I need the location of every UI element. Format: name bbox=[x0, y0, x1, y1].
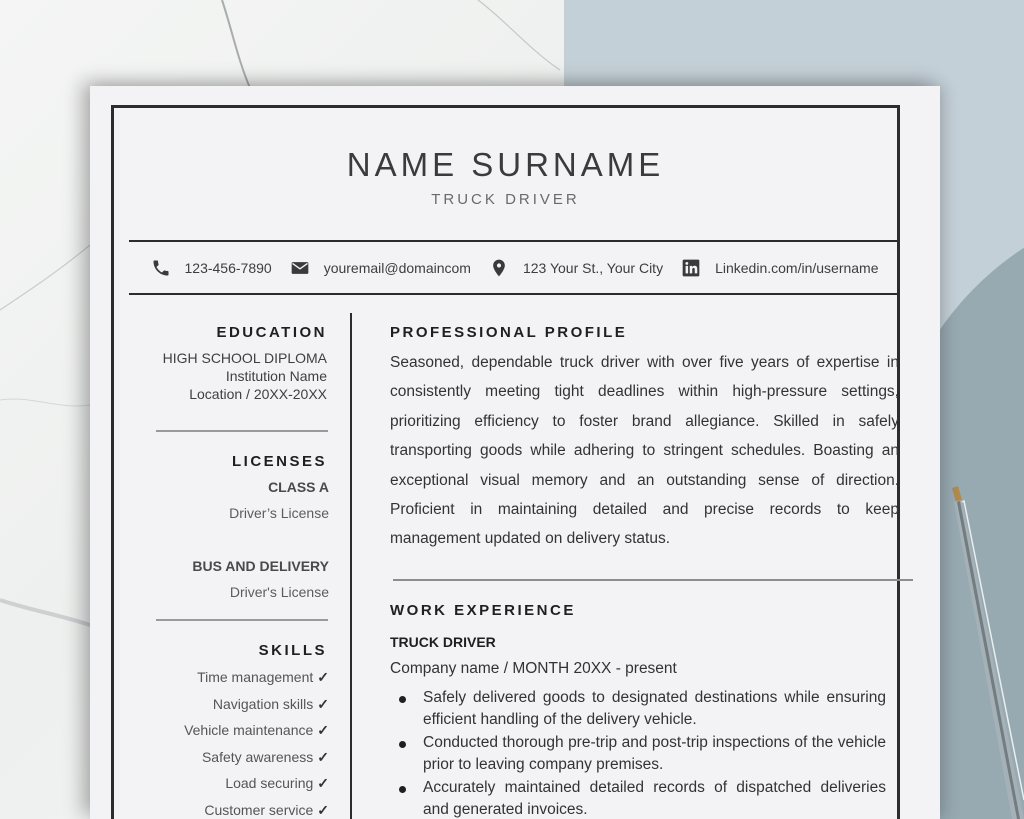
licenses-divider bbox=[156, 619, 328, 621]
email-address: youremail@domaincom bbox=[323, 259, 471, 276]
skill-item bbox=[134, 744, 329, 771]
left-column bbox=[134, 313, 329, 819]
contact-linkedin bbox=[681, 258, 878, 278]
street-address: 123 Your St., Your City bbox=[522, 259, 664, 276]
contact-phone bbox=[151, 258, 272, 278]
profile-divider bbox=[393, 579, 913, 581]
check-icon: ✓ bbox=[317, 722, 329, 739]
pen-icon bbox=[940, 480, 1024, 819]
skill-item bbox=[134, 664, 329, 691]
check-icon: ✓ bbox=[317, 695, 329, 712]
skill-label: Safety awareness bbox=[201, 748, 314, 765]
skill-label: Customer service bbox=[204, 801, 314, 818]
license-type: Driver's License bbox=[229, 584, 329, 600]
skill-item bbox=[134, 797, 329, 819]
skills-list bbox=[134, 664, 329, 819]
envelope-icon bbox=[290, 258, 310, 278]
profile-section bbox=[390, 324, 900, 554]
contact-bar bbox=[129, 240, 900, 295]
bullet-icon bbox=[399, 741, 406, 748]
education-institution: Institution Name bbox=[225, 368, 327, 384]
skill-label: Vehicle maintenance bbox=[184, 722, 314, 739]
skill-item bbox=[134, 770, 329, 797]
licenses-section bbox=[134, 453, 329, 601]
duty-text: Conducted thorough pre-trip and post-trip inspections of the vehicle prior to leaving company premises. bbox=[423, 733, 886, 774]
phone-number: 123-456-7890 bbox=[184, 259, 272, 276]
licenses-title: LICENSES bbox=[231, 453, 327, 470]
job-title: TRUCK DRIVER bbox=[390, 633, 496, 650]
linkedin-url: Linkedin.com/in/username bbox=[715, 259, 879, 276]
profile-title: PROFESSIONAL PROFILE bbox=[390, 324, 628, 341]
education-location: Location / 20XX-20XX bbox=[189, 386, 327, 402]
bullet-icon bbox=[399, 786, 406, 793]
skill-label: Navigation skills bbox=[212, 695, 314, 712]
license-name: CLASS A bbox=[268, 479, 329, 495]
check-icon: ✓ bbox=[317, 801, 329, 818]
skill-item bbox=[134, 691, 329, 718]
education-divider bbox=[156, 430, 328, 432]
resume-frame bbox=[111, 105, 900, 819]
list-item bbox=[390, 732, 886, 777]
profile-summary: Seasoned, dependable truck driver with over five years of expertise in consistently meeting tight deadlines within high-pressure settings, prioritizing efficiency to foster brand allegiance. Skilled in safely transporting goods while adhering to stringent schedules. Boasting an exceptional visual memory and an outstanding sense of direction. Proficient in maintaining detailed and precise records to keep management updated on delivery status. bbox=[390, 354, 899, 548]
license-name: BUS AND DELIVERY bbox=[192, 558, 329, 574]
list-item bbox=[390, 687, 886, 732]
contact-email bbox=[290, 258, 471, 278]
candidate-role: TRUCK DRIVER bbox=[431, 191, 580, 208]
experience-section bbox=[390, 602, 900, 819]
skill-label: Load securing bbox=[225, 775, 314, 792]
experience-title: WORK EXPERIENCE bbox=[390, 601, 576, 619]
skill-item bbox=[134, 717, 329, 744]
phone-icon bbox=[151, 258, 171, 278]
job-company-dates: Company name / MONTH 20XX - present bbox=[390, 659, 677, 677]
duty-text: Safely delivered goods to designated destinations while ensuring efficient handling of the delivery vehicle. bbox=[423, 688, 886, 729]
education-degree: HIGH SCHOOL DIPLOMA bbox=[162, 350, 327, 366]
license-type: Driver’s License bbox=[229, 505, 329, 521]
bullet-icon bbox=[399, 696, 406, 703]
resume-page bbox=[90, 86, 940, 819]
check-icon: ✓ bbox=[317, 669, 329, 685]
candidate-name: NAME SURNAME bbox=[346, 146, 665, 183]
education-section bbox=[134, 324, 329, 403]
right-column bbox=[390, 313, 900, 819]
skills-section bbox=[134, 642, 329, 819]
list-item bbox=[390, 777, 886, 819]
skill-label: Time management bbox=[197, 669, 314, 685]
duty-text: Accurately maintained detailed records of dispatched deliveries and generated invoices. bbox=[423, 778, 886, 819]
education-title: EDUCATION bbox=[216, 324, 327, 341]
map-pin-icon bbox=[489, 258, 509, 278]
skills-title: SKILLS bbox=[258, 642, 327, 659]
check-icon: ✓ bbox=[317, 775, 329, 792]
check-icon: ✓ bbox=[317, 748, 329, 765]
column-divider bbox=[350, 313, 352, 819]
linkedin-icon bbox=[681, 258, 701, 278]
contact-address bbox=[489, 258, 663, 278]
job-duties-list bbox=[390, 687, 900, 819]
